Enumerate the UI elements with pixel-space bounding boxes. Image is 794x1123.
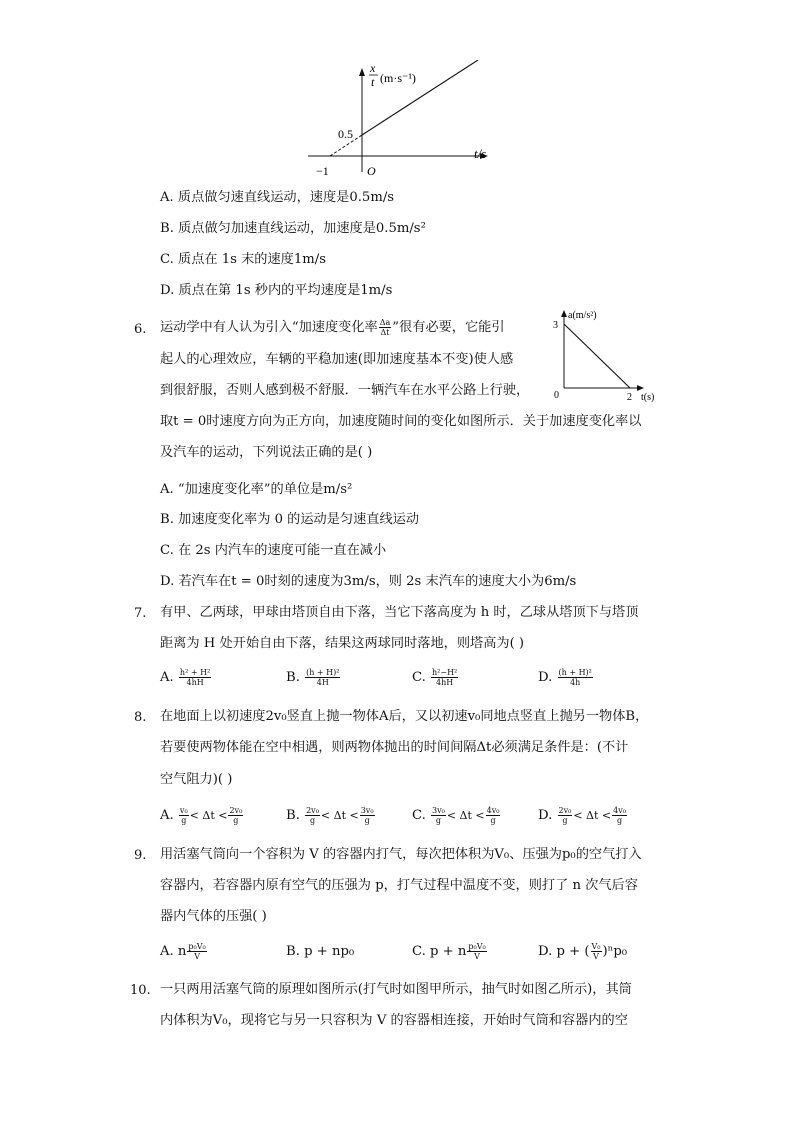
q8-a-d1: g bbox=[181, 816, 187, 825]
q8-option-a[interactable] bbox=[160, 806, 244, 826]
q8-b-frac2 bbox=[360, 806, 375, 825]
q6-line1-a: 运动学中有人认为引入“加速度变化率 bbox=[160, 320, 378, 335]
q7-line1: 有甲、乙两球，甲球由塔顶自由下落，当它下落高度为 h 时，乙球从塔顶下与塔顶 bbox=[160, 605, 639, 620]
q8-line2: 若要使两物体能在空中相遇，则两物体抛出的时间间隔Δt必须满足条件是：(不计 bbox=[160, 740, 629, 755]
q8-b-d2: g bbox=[364, 816, 370, 825]
q9-d-num: V₀ bbox=[591, 942, 601, 951]
q7-b-den: 4H bbox=[316, 678, 329, 687]
q6-line1 bbox=[160, 318, 505, 338]
q7-number: 7. bbox=[134, 606, 147, 621]
q8-d-frac1 bbox=[558, 806, 573, 825]
q9-option-b[interactable] bbox=[286, 942, 354, 962]
q8-d-n1: 2v₀ bbox=[558, 806, 572, 815]
q7-d-den: 4h bbox=[570, 678, 581, 687]
xt-origin: O bbox=[367, 164, 376, 178]
q10-line1: 一只两用活塞气筒的原理如图所示(打气时如图甲所示，抽气时如图乙所示)，其筒 bbox=[160, 982, 632, 997]
q8-c-n1: 3v₀ bbox=[432, 806, 445, 815]
q5-option-a[interactable]: A. 质点做匀速直线运动，速度是0.5m/s bbox=[160, 190, 395, 205]
q8-number: 8. bbox=[134, 710, 147, 725]
q8-line1: 在地面上以初速度2v₀竖直上抛一物体A后，又以初速v₀同地点竖直上抛另一物体B， bbox=[160, 709, 649, 724]
q8-a-n2: 2v₀ bbox=[229, 806, 243, 815]
q6-data-line bbox=[564, 324, 630, 388]
q8-a-mid: < Δt < bbox=[189, 809, 228, 822]
q8-c-n2: 4v₀ bbox=[486, 806, 500, 815]
q6-option-b[interactable]: B. 加速度变化率为 0 的运动是匀速直线运动 bbox=[160, 512, 420, 527]
q7-d-fraction bbox=[558, 668, 593, 687]
q8-c-d2: g bbox=[490, 816, 496, 825]
q6-y-arrow bbox=[561, 310, 567, 317]
q7-a-fraction bbox=[179, 668, 211, 687]
q8-option-b[interactable] bbox=[286, 806, 376, 826]
q6-x-arrow bbox=[637, 385, 644, 391]
q9-d-fraction bbox=[591, 942, 602, 961]
q6-line3: 到很舒服，否则人感到极不舒服．一辆汽车在水平公路上行驶， bbox=[160, 383, 530, 398]
q7-c-den: 4hH bbox=[436, 678, 454, 687]
q8-a-n1: v₀ bbox=[179, 806, 188, 815]
q9-c-pre: p + n bbox=[430, 944, 467, 959]
q6-frac-den: Δt bbox=[380, 328, 390, 337]
q8-c-frac2 bbox=[486, 806, 501, 825]
q9-b-label: B. bbox=[286, 944, 300, 959]
xt-x-label: t/s bbox=[474, 146, 487, 161]
q9-c-fraction bbox=[467, 942, 486, 961]
q5-option-b[interactable]: B. 质点做匀加速直线运动，加速度是0.5m/s² bbox=[160, 221, 426, 236]
xt-tick-y: 0.5 bbox=[338, 127, 353, 141]
q9-d-label: D. bbox=[538, 944, 553, 959]
q5-option-d[interactable]: D. 质点在第 1s 秒内的平均速度是1m/s bbox=[160, 283, 393, 298]
q6-at-graph bbox=[550, 304, 668, 402]
q7-option-c[interactable] bbox=[412, 668, 459, 688]
q9-d-pre: p + ( bbox=[556, 944, 590, 959]
q9-b-expr: p + np₀ bbox=[304, 944, 355, 959]
q7-b-num: (h + H)² bbox=[306, 668, 340, 677]
q8-option-c[interactable] bbox=[412, 806, 501, 826]
q7-b-label: B. bbox=[286, 670, 300, 685]
q9-d-den: V bbox=[593, 952, 599, 961]
q9-a-num: p₀V₀ bbox=[188, 942, 206, 951]
q8-b-n1: 2v₀ bbox=[306, 806, 319, 815]
q6-line5: 及汽车的运动，下列说法正确的是( ) bbox=[160, 445, 373, 460]
q6-option-d[interactable]: D. 若汽车在t = 0时刻的速度为3m/s，则 2s 末汽车的速度大小为6m/s bbox=[160, 574, 577, 589]
q9-c-den: V bbox=[474, 952, 480, 961]
q6-line1-b: ”很有必要，它能引 bbox=[392, 320, 505, 335]
q8-d-d1: g bbox=[562, 816, 568, 825]
xt-y-label-den: t bbox=[371, 75, 375, 89]
q9-line3: 器内气体的压强( ) bbox=[160, 909, 267, 924]
q8-c-frac1 bbox=[431, 806, 446, 825]
q6-x-label: t(s) bbox=[641, 392, 655, 402]
q9-a-den: V bbox=[194, 952, 200, 961]
q8-b-d1: g bbox=[309, 816, 316, 825]
xt-y-label-num: x bbox=[370, 61, 376, 75]
q6-rate-fraction bbox=[379, 318, 392, 337]
xt-y-arrow bbox=[359, 68, 365, 76]
q9-option-c[interactable] bbox=[412, 942, 488, 962]
q7-option-a[interactable] bbox=[160, 668, 212, 688]
q7-b-fraction bbox=[305, 668, 340, 687]
q8-b-mid: < Δt < bbox=[320, 809, 359, 822]
q8-a-frac2 bbox=[228, 806, 243, 825]
q9-number: 9. bbox=[134, 848, 147, 863]
q8-d-d2: g bbox=[616, 816, 623, 825]
q8-d-mid: < Δt < bbox=[573, 809, 612, 822]
q6-number: 6. bbox=[134, 322, 147, 337]
q8-c-d1: g bbox=[435, 816, 441, 825]
q6-line4: 取t = 0时速度方向为正方向，加速度随时间的变化如图所示．关于加速度变化率以 bbox=[160, 414, 642, 429]
q7-d-label: D. bbox=[538, 670, 553, 685]
q8-d-label: D. bbox=[538, 808, 553, 823]
q8-b-n2: 3v₀ bbox=[360, 806, 374, 815]
q9-option-d[interactable] bbox=[538, 942, 627, 962]
q6-frac-num: Δa bbox=[379, 318, 391, 327]
q6-origin: 0 bbox=[554, 390, 559, 401]
xt-tick-x: −1 bbox=[316, 164, 329, 178]
q8-d-frac2 bbox=[612, 806, 627, 825]
q5-option-c[interactable]: C. 质点在 1s 末的速度1m/s bbox=[160, 252, 326, 267]
q9-c-num: p₀V₀ bbox=[468, 942, 486, 951]
q7-option-b[interactable] bbox=[286, 668, 341, 688]
q7-a-label: A. bbox=[160, 670, 174, 685]
q7-c-num: h²−H² bbox=[432, 668, 458, 677]
q10-line2: 内体积为V₀，现将它与另一只容积为 V 的容器相连接，开始时气筒和容器内的空 bbox=[160, 1013, 628, 1028]
q8-c-mid: < Δt < bbox=[446, 809, 485, 822]
q6-option-c[interactable]: C. 在 2s 内汽车的速度可能一直在减小 bbox=[160, 543, 387, 558]
q6-tick-y: 3 bbox=[553, 320, 558, 331]
q9-line2: 容器内，若容器内原有空气的压强为 p，打气过程中温度不变，则打了 n 次气后容 bbox=[160, 878, 638, 893]
q6-y-label: a(m/s²) bbox=[568, 310, 597, 321]
q7-d-num: (h + H)² bbox=[558, 668, 592, 677]
q8-option-d[interactable] bbox=[538, 806, 628, 826]
q9-a-fraction bbox=[187, 942, 206, 961]
q8-b-frac1 bbox=[305, 806, 320, 825]
q7-a-num: h² + H² bbox=[179, 668, 211, 677]
q9-a-label: A. bbox=[160, 944, 174, 959]
q7-c-label: C. bbox=[412, 670, 426, 685]
q6-line2: 起人的心理效应，车辆的平稳加速(即加速度基本不变)使人感 bbox=[160, 352, 514, 367]
q8-c-label: C. bbox=[412, 808, 426, 823]
q7-c-fraction bbox=[431, 668, 458, 687]
q9-line1: 用活塞气筒向一个容积为 V 的容器内打气，每次把体积为V₀、压强为p₀的空气打入 bbox=[160, 847, 642, 862]
q9-c-label: C. bbox=[412, 944, 426, 959]
q9-option-a[interactable] bbox=[160, 942, 208, 962]
q8-a-label: A. bbox=[160, 808, 174, 823]
q8-b-label: B. bbox=[286, 808, 300, 823]
q6-tick-x: 2 bbox=[627, 392, 632, 402]
xt-y-unit: (m·s⁻¹) bbox=[380, 71, 416, 85]
q7-option-d[interactable] bbox=[538, 668, 594, 688]
xt-graph bbox=[300, 60, 500, 182]
q8-d-n2: 4v₀ bbox=[613, 806, 626, 815]
q7-a-den: 4hH bbox=[186, 678, 204, 687]
q10-number: 10. bbox=[130, 983, 151, 998]
q7-line2: 距离为 H 处开始自由下落，结果这两球同时落地，则塔高为( ) bbox=[160, 636, 525, 651]
q8-line3: 空气阻力)( ) bbox=[160, 772, 233, 787]
q8-a-d2: g bbox=[233, 816, 239, 825]
q8-a-frac1 bbox=[179, 806, 189, 825]
q6-option-a[interactable]: A. “加速度变化率”的单位是m/s² bbox=[160, 482, 353, 497]
q9-a-pre: n bbox=[177, 944, 187, 959]
q9-d-post: )ⁿp₀ bbox=[602, 944, 628, 959]
